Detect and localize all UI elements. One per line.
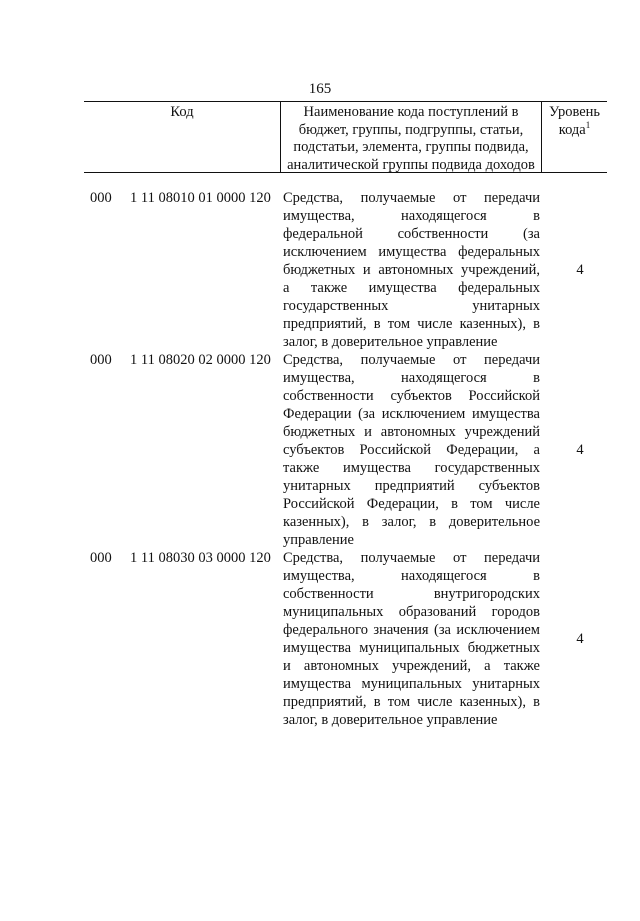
description-line: имущества муниципальных унитарных [283, 676, 540, 692]
description-line: предприятий, в том числе казенных), в [283, 694, 540, 710]
description-line: управление [283, 532, 354, 548]
page-number: 165 [308, 81, 332, 97]
header-level-text: кода [558, 121, 586, 138]
header-level [542, 102, 607, 172]
row-admin-code: 000 [90, 550, 112, 566]
row-revenue-code: 1 11 08030 03 0000 120 [130, 550, 271, 566]
row-level-value: 4 [576, 631, 584, 647]
row-description [283, 189, 540, 351]
description-line: субъектов Российской Федерации, а [283, 442, 540, 458]
header-level-line [542, 119, 607, 140]
table-row [0, 189, 640, 351]
header-name-line: бюджет, группы, подгруппы, статьи, [298, 121, 524, 138]
description-line: исключением имущества федеральных [283, 244, 540, 260]
row-revenue-code: 1 11 08010 01 0000 120 [130, 190, 271, 206]
description-line: залог, в доверительное управление [283, 334, 498, 350]
description-line: федерального значения (за исключением [283, 622, 540, 638]
description-line: имущества, находящегося в [283, 208, 540, 224]
description-line: собственности внутригородских [283, 586, 540, 602]
description-line: Российской Федерации, в том числе [283, 496, 540, 512]
row-admin-code: 000 [90, 352, 112, 368]
table-header [84, 101, 607, 173]
row-level [550, 351, 610, 549]
header-code: Код [170, 104, 194, 120]
description-line: государственных унитарных [283, 298, 540, 314]
description-line: имущества, находящегося в [283, 370, 540, 386]
description-line: собственности субъектов Российской [283, 388, 540, 404]
row-level-value: 4 [576, 262, 584, 278]
description-line: бюджетных и автономных учреждений, [283, 262, 540, 278]
table-row [0, 549, 640, 729]
description-line: имущества, находящегося в [283, 568, 540, 584]
description-line: Средства, получаемые от передачи [283, 550, 540, 566]
footnote-marker: 1 [585, 119, 591, 130]
row-level-value: 4 [576, 442, 584, 458]
description-line: унитарных предприятий субъектов [283, 478, 540, 494]
header-name-line: аналитической группы подвида доходов [287, 156, 535, 173]
table-body [0, 189, 640, 729]
description-line: имущества муниципальных бюджетных [283, 640, 540, 656]
description-line: также имущества государственных [283, 460, 540, 476]
description-line: и автономных учреждений, а также [283, 658, 540, 674]
description-line: федеральной собственности (за [283, 226, 540, 242]
description-line: муниципальных образований городов [283, 604, 540, 620]
row-description [283, 351, 540, 549]
header-name-line: Наименование кода поступлений в [303, 104, 519, 120]
description-line: Средства, получаемые от передачи [283, 190, 540, 206]
row-level [550, 189, 610, 351]
description-line: а также имущества федеральных [283, 280, 540, 296]
description-line: залог, в доверительное управление [283, 712, 498, 728]
description-line: бюджетных и автономных учреждений [283, 424, 540, 440]
description-line: предприятий, в том числе казенных), в [283, 316, 540, 332]
header-name-line: подстатьи, элемента, группы подвида, [293, 139, 529, 155]
row-admin-code: 000 [90, 190, 112, 206]
description-line: Средства, получаемые от передачи [283, 352, 540, 368]
header-level-line: Уровень [548, 104, 601, 120]
row-revenue-code: 1 11 08020 02 0000 120 [130, 352, 271, 368]
row-level [550, 549, 610, 729]
header-name [280, 102, 542, 172]
table-row [0, 351, 640, 549]
description-line: Федерации (за исключением имущества [283, 406, 540, 422]
row-description [283, 549, 540, 729]
description-line: казенных), в залог, в доверительное [283, 514, 540, 530]
